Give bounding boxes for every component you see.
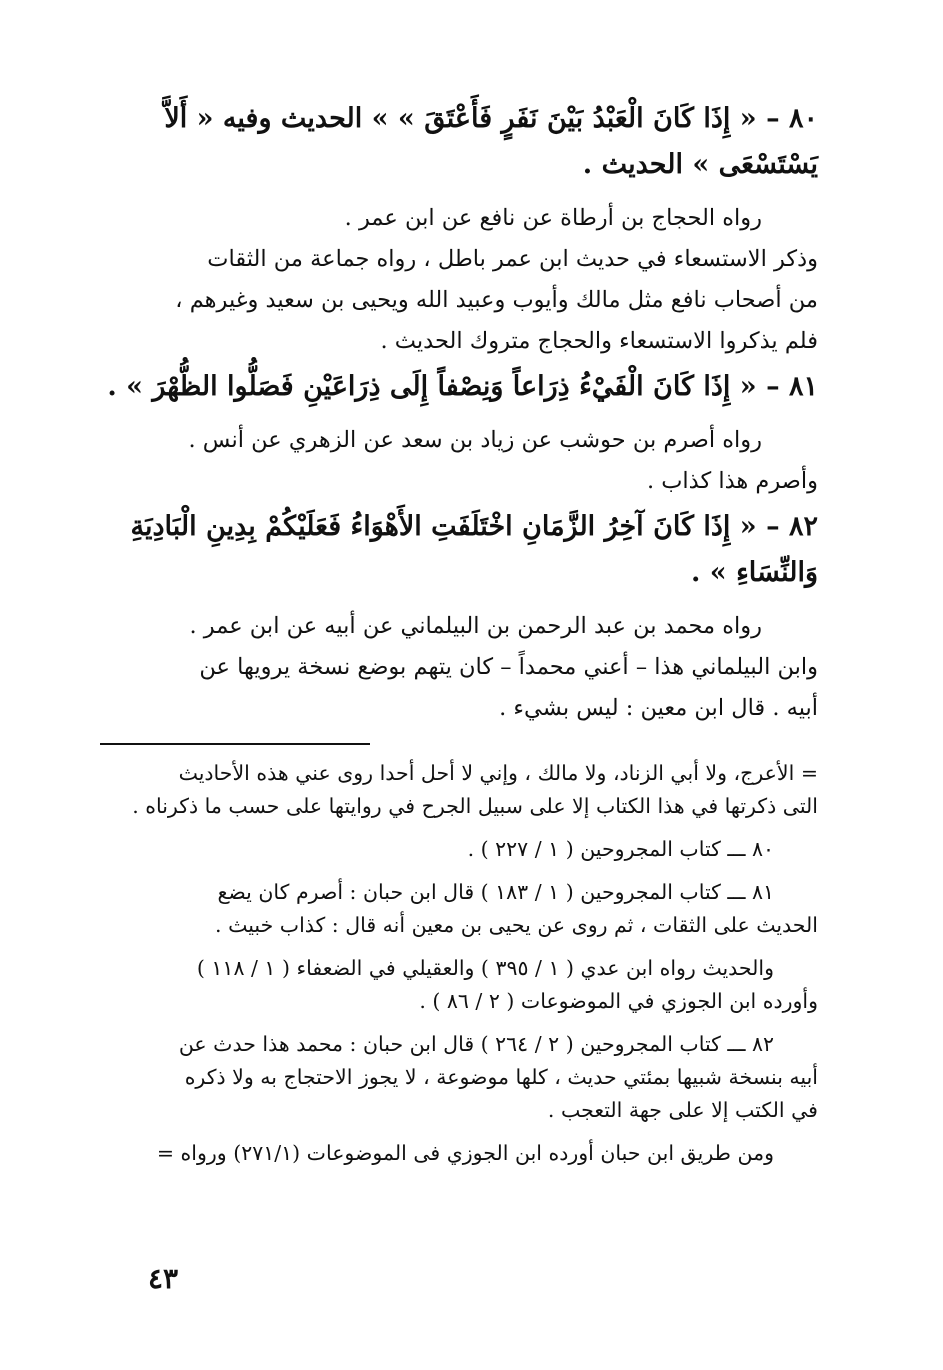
page-number: ٤٣ bbox=[148, 1262, 179, 1295]
footnote-line: الحديث على الثقات ، ثم روى عن يحيى بن معين أنه قال : كذاب خبيث . bbox=[215, 913, 818, 937]
hadith-82-commentary-line: وابن البيلماني هذا – أعني محمداً – كان يتهم بوضع نسخة يرويها عن bbox=[199, 654, 818, 680]
hadith-80-heading-line-1: ٨٠ – « إِذَا كَانَ الْعَبْدُ بَيْنَ نَفَرٍ فَأَعْتَقَ » » الحديث وفيه « أَلاَّ bbox=[164, 103, 818, 134]
hadith-82-commentary-line: أبيه . قال ابن معين : ليس بشيء . bbox=[499, 695, 818, 721]
footnote-divider bbox=[100, 743, 370, 745]
footnote-line: ومن طريق ابن حبان أورده ابن الجوزي فى الموضوعات (٢٧١/١) ورواه = bbox=[156, 1141, 774, 1165]
footnote-line: ٨٢ ـــ كتاب المجروحين ( ٢ / ٢٦٤ ) قال ابن حبان : محمد هذا حدث عن bbox=[178, 1032, 774, 1056]
hadith-82-commentary bbox=[100, 606, 818, 729]
hadith-81-commentary-line: رواه أصرم بن حوشب عن زياد بن سعد عن الزهري عن أنس . bbox=[188, 427, 762, 453]
footnote-82-sources bbox=[100, 1137, 818, 1170]
hadith-82-commentary-line: رواه محمد بن عبد الرحمن بن البيلماني عن أبيه عن ابن عمر . bbox=[189, 613, 762, 639]
footnote-line: التى ذكرتها في هذا الكتاب إلا على سبيل الجرح في روايتها على حسب ما ذكرناه . bbox=[132, 794, 818, 818]
hadith-80-heading bbox=[100, 96, 818, 188]
footnote-line: ٨٠ ـــ كتاب المجروحين ( ١ / ٢٢٧ ) . bbox=[467, 837, 774, 861]
footnote-line: ٨١ ـــ كتاب المجروحين ( ١ / ١٨٣ ) قال ابن حبان : أصرم كان يضع bbox=[217, 880, 774, 904]
hadith-82-heading-line-2: وَالنِّسَاءِ » . bbox=[691, 557, 818, 588]
footnote-81-sources bbox=[100, 952, 818, 1018]
footnote-81 bbox=[100, 876, 818, 942]
hadith-80-commentary bbox=[100, 198, 818, 362]
footnote-line: والحديث رواه ابن عدي ( ١ / ٣٩٥ ) والعقيلي في الضعفاء ( ١ / ١١٨ ) bbox=[196, 956, 774, 980]
footnote-82 bbox=[100, 1028, 818, 1127]
hadith-82-heading bbox=[100, 504, 818, 596]
hadith-80-commentary-line: وذكر الاستسعاء في حديث ابن عمر باطل ، رواه جماعة من الثقات bbox=[207, 246, 818, 272]
hadith-81-heading bbox=[100, 364, 818, 410]
hadith-80-commentary-line: من أصحاب نافع مثل مالك وأيوب وعبيد الله ويحيى بن سعيد وغيرهم ، bbox=[175, 287, 818, 313]
hadith-82-heading-line-1: ٨٢ – « إِذَا كَانَ آخِرُ الزَّمَانِ اخْتَلَفَتِ الأَهْوَاءُ فَعَلَيْكُمْ بِدِينِ الْبَادِيَةِ bbox=[130, 511, 818, 542]
footnote-continuation bbox=[100, 757, 818, 823]
footnote-line: وأورده ابن الجوزي في الموضوعات ( ٢ / ٨٦ ) . bbox=[419, 989, 818, 1013]
footnotes bbox=[100, 757, 818, 1170]
hadith-81-commentary bbox=[100, 420, 818, 502]
hadith-80-commentary-line: رواه الحجاج بن أرطاة عن نافع عن ابن عمر . bbox=[344, 205, 762, 231]
footnote-80 bbox=[100, 833, 818, 866]
hadith-81-heading-line-1: ٨١ – « إِذَا كَانَ الْفَيْءُ ذِرَاعاً وَنِصْفاً إِلَى ذِرَاعَيْنِ فَصَلُّوا الظُّهْرَ » . bbox=[107, 371, 818, 402]
footnote-line: = الأعرج، ولا أبي الزناد، ولا مالك ، وإني لا أحل أحدا روى عني هذه الأحاديث bbox=[178, 761, 818, 785]
page-content bbox=[100, 96, 818, 1180]
hadith-80-heading-line-2: يَسْتَسْعَى » الحديث . bbox=[582, 149, 818, 180]
hadith-80-commentary-line: فلم يذكروا الاستسعاء والحجاج متروك الحديث . bbox=[380, 328, 818, 354]
hadith-81-commentary-line: وأصرم هذا كذاب . bbox=[646, 468, 818, 494]
footnote-line: في الكتب إلا على جهة التعجب . bbox=[547, 1098, 818, 1122]
footnote-line: أبيه بنسخة شبيها بمئتي حديث ، كلها موضوعة ، لا يجوز الاحتجاج به ولا ذكره bbox=[184, 1065, 818, 1089]
